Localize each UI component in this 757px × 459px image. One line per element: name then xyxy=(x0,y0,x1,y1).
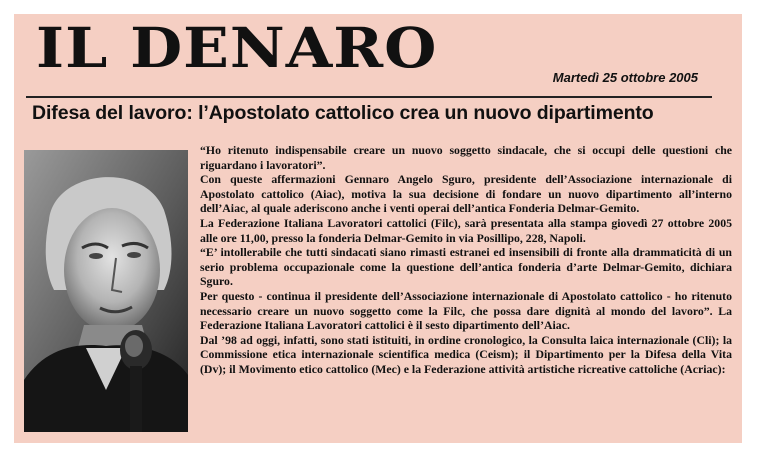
portrait-photo xyxy=(24,150,188,432)
article-paragraph: “E’ intollerabile che tutti sindacati siano rimasti estranei ed insensibili di fronte alla drammaticità di un serio problema occupazionale come la questione dell’antica fonderia d’arte Delmar-Gemito, dichiara Sguro. xyxy=(200,245,732,289)
article-paragraph: Con queste affermazioni Gennaro Angelo Sguro, presidente dell’Associazione internazionale di Apostolato cattolico (Aiac), motiva la sua decisione di fondare un nuovo dipartimento all’interno dell’Aiac, al quale aderiscono anche i venti operai dell’antica Fonderia Delmar-Gemito. xyxy=(200,172,732,216)
masthead-rule xyxy=(26,96,712,98)
newspaper-clipping xyxy=(14,14,742,443)
article-paragraph: Dal ’98 ad oggi, infatti, sono stati istituiti, in ordine cronologico, la Consulta laica internazionale (Cli); la Commissione etica internazionale scientifica medica (Ceism); il Dipartimento per la Difesa della Vita (Dv); il Movimento etico cattolico (Mec) e la Federazione attività artistiche ricreative cattoliche (Acriac): xyxy=(200,332,732,376)
issue-date: Martedì 25 ottobre 2005 xyxy=(552,70,698,85)
article-paragraph: Per questo - continua il presidente dell’Associazione internazionale di Apostolato cattolico - ho ritenuto necessario creare un nuovo soggetto come la Filc, che possa dare dignità al mondo del lavoro”. La Federazione Italiana Lavoratori cattolici è il sesto dipartimento dell’Aiac. xyxy=(200,288,732,333)
article-paragraph: La Federazione Italiana Lavoratori cattolici (Filc), sarà presentata alla stampa giovedì 27 ottobre 2005 alle ore 11,00, presso la fonderia Delmar-Gemito in via Posillipo, 228, Napoli. xyxy=(200,215,732,245)
masthead-title: IL DENARO xyxy=(36,16,438,81)
article-headline: Difesa del lavoro: l’Apostolato cattolico crea un nuovo dipartimento xyxy=(32,102,654,124)
article-paragraph: “Ho ritenuto indispensabile creare un nuovo soggetto sindacale, che si occupi delle questioni che riguardano i lavoratori”. xyxy=(200,143,732,172)
article-body xyxy=(200,143,732,377)
